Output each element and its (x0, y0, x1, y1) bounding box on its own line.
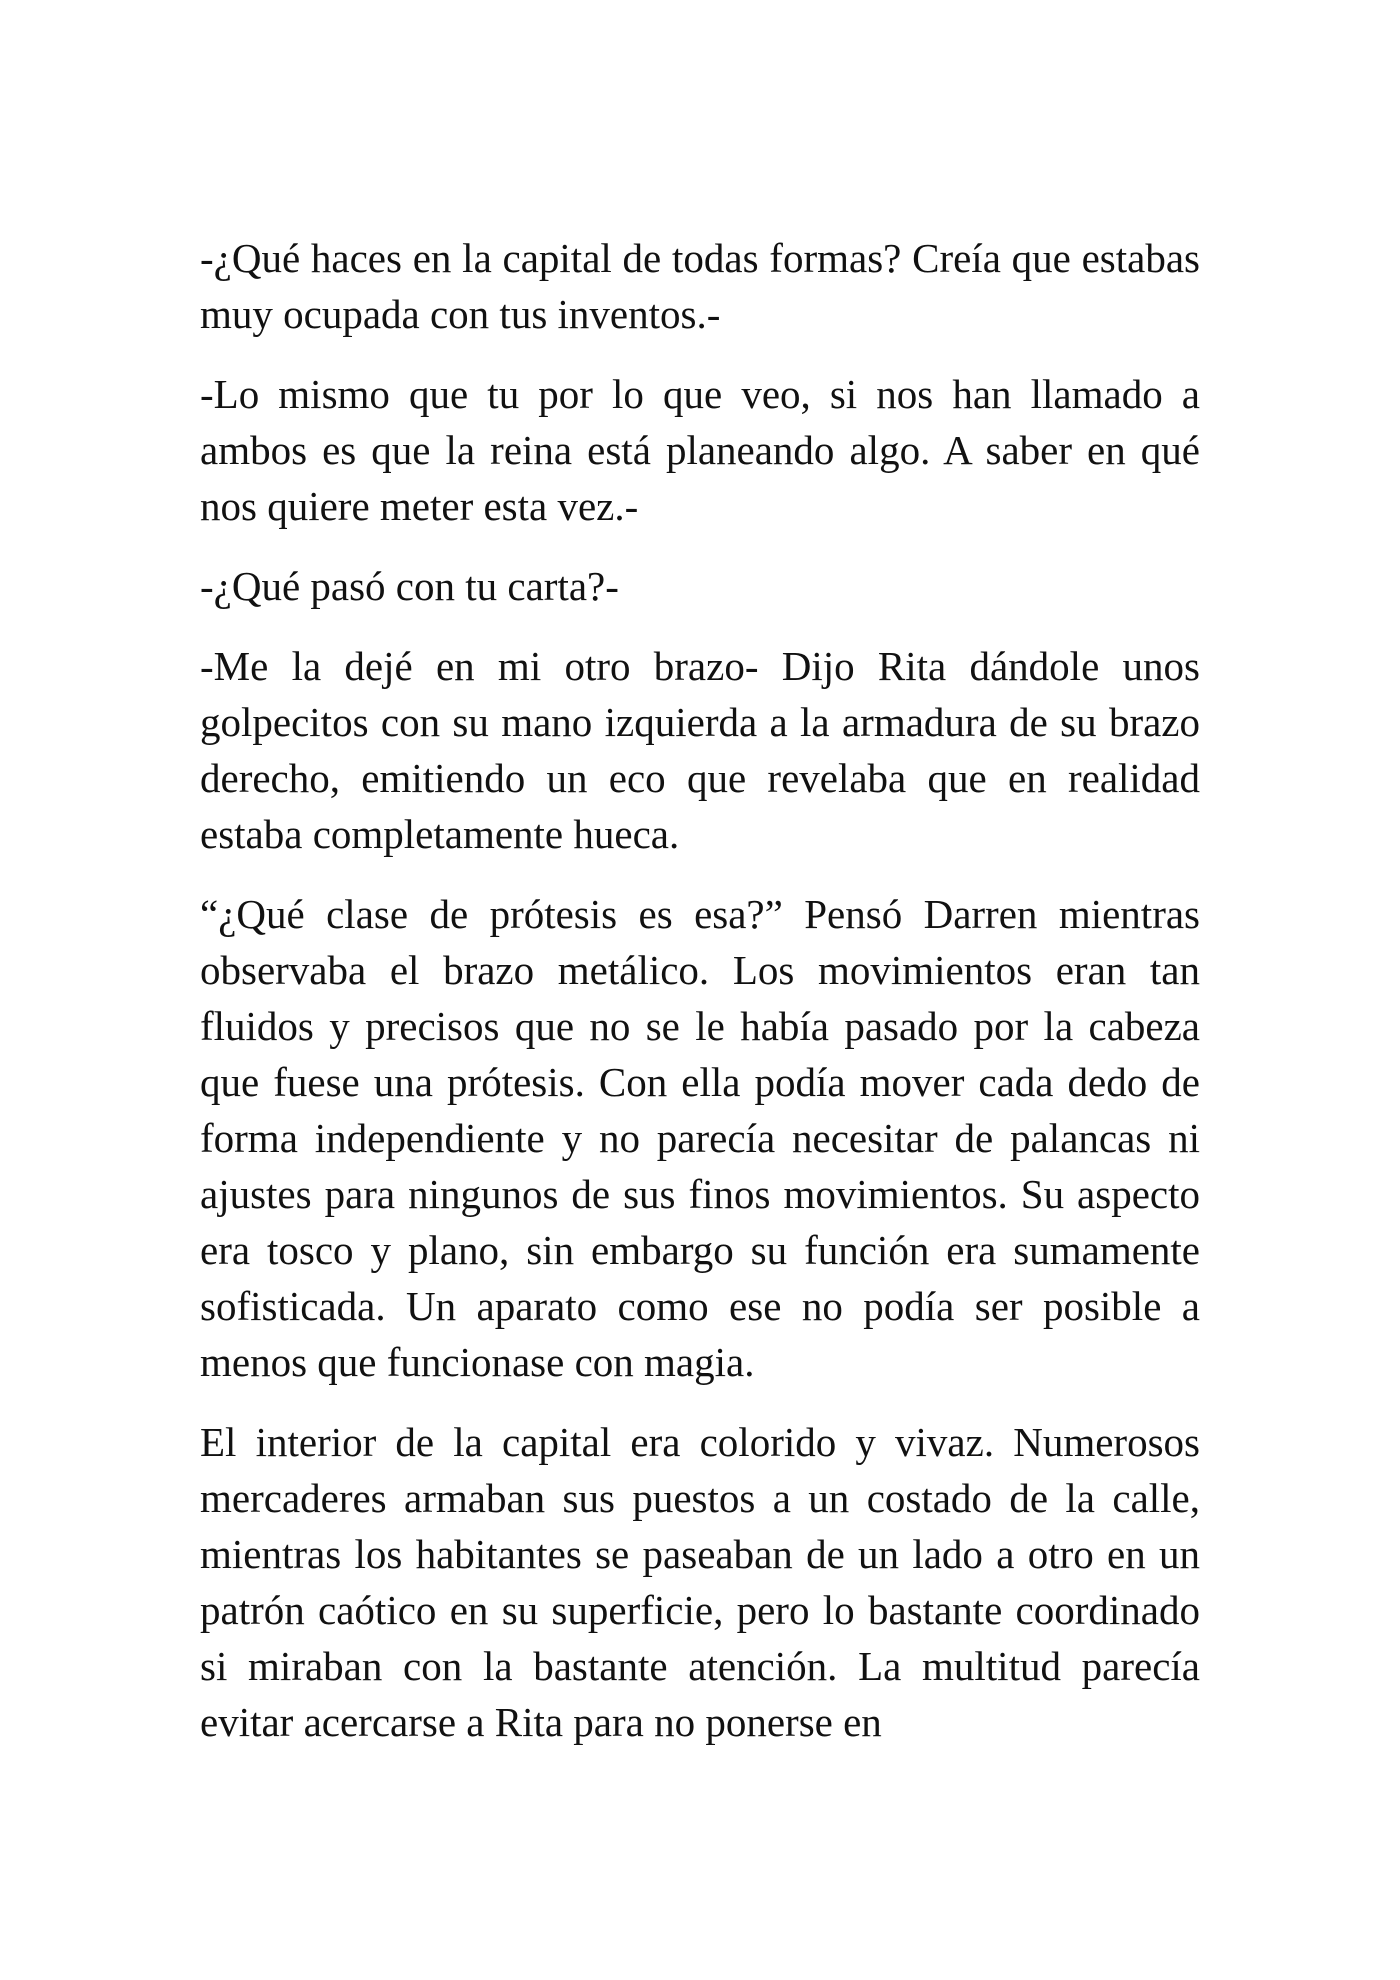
paragraph-6: El interior de la capital era colorido y vivaz. Numerosos mercaderes armaban sus puestos a un costado de la calle, mientras los habitantes se paseaban de un lado a otro en un patrón caótico en su superficie, pero lo bastante coordinado si miraban con la bastante atención. La multitud parecía evitar acercarse a Rita para no ponerse en (200, 1419, 1200, 1745)
paragraph-3: -¿Qué pasó con tu carta?- (200, 563, 619, 609)
paragraph-5: “¿Qué clase de prótesis es esa?” Pensó Darren mientras observaba el brazo metálico. Los movimientos eran tan fluidos y precisos que no se le había pasado por la cabeza que fuese una prótesis. Con ella podía mover cada dedo de forma independiente y no parecía necesitar de palancas ni ajustes para ningunos de sus finos movimientos. Su aspecto era tosco y plano, sin embargo su función era sumamente sofisticada. Un aparato como ese no podía ser posible a menos que funcionase con magia. (200, 891, 1200, 1385)
paragraph-1: -¿Qué haces en la capital de todas formas? Creía que estabas muy ocupada con tus inventos.- (200, 235, 1200, 337)
body-text (200, 230, 1200, 1774)
paragraph-2: -Lo mismo que tu por lo que veo, si nos han llamado a ambos es que la reina está planeando algo. A saber en qué nos quiere meter esta vez.- (200, 371, 1200, 529)
paragraph-4: -Me la dejé en mi otro brazo- Dijo Rita dándole unos golpecitos con su mano izquierda a la armadura de su brazo derecho, emitiendo un eco que revelaba que en realidad estaba completamente hueca. (200, 643, 1200, 857)
